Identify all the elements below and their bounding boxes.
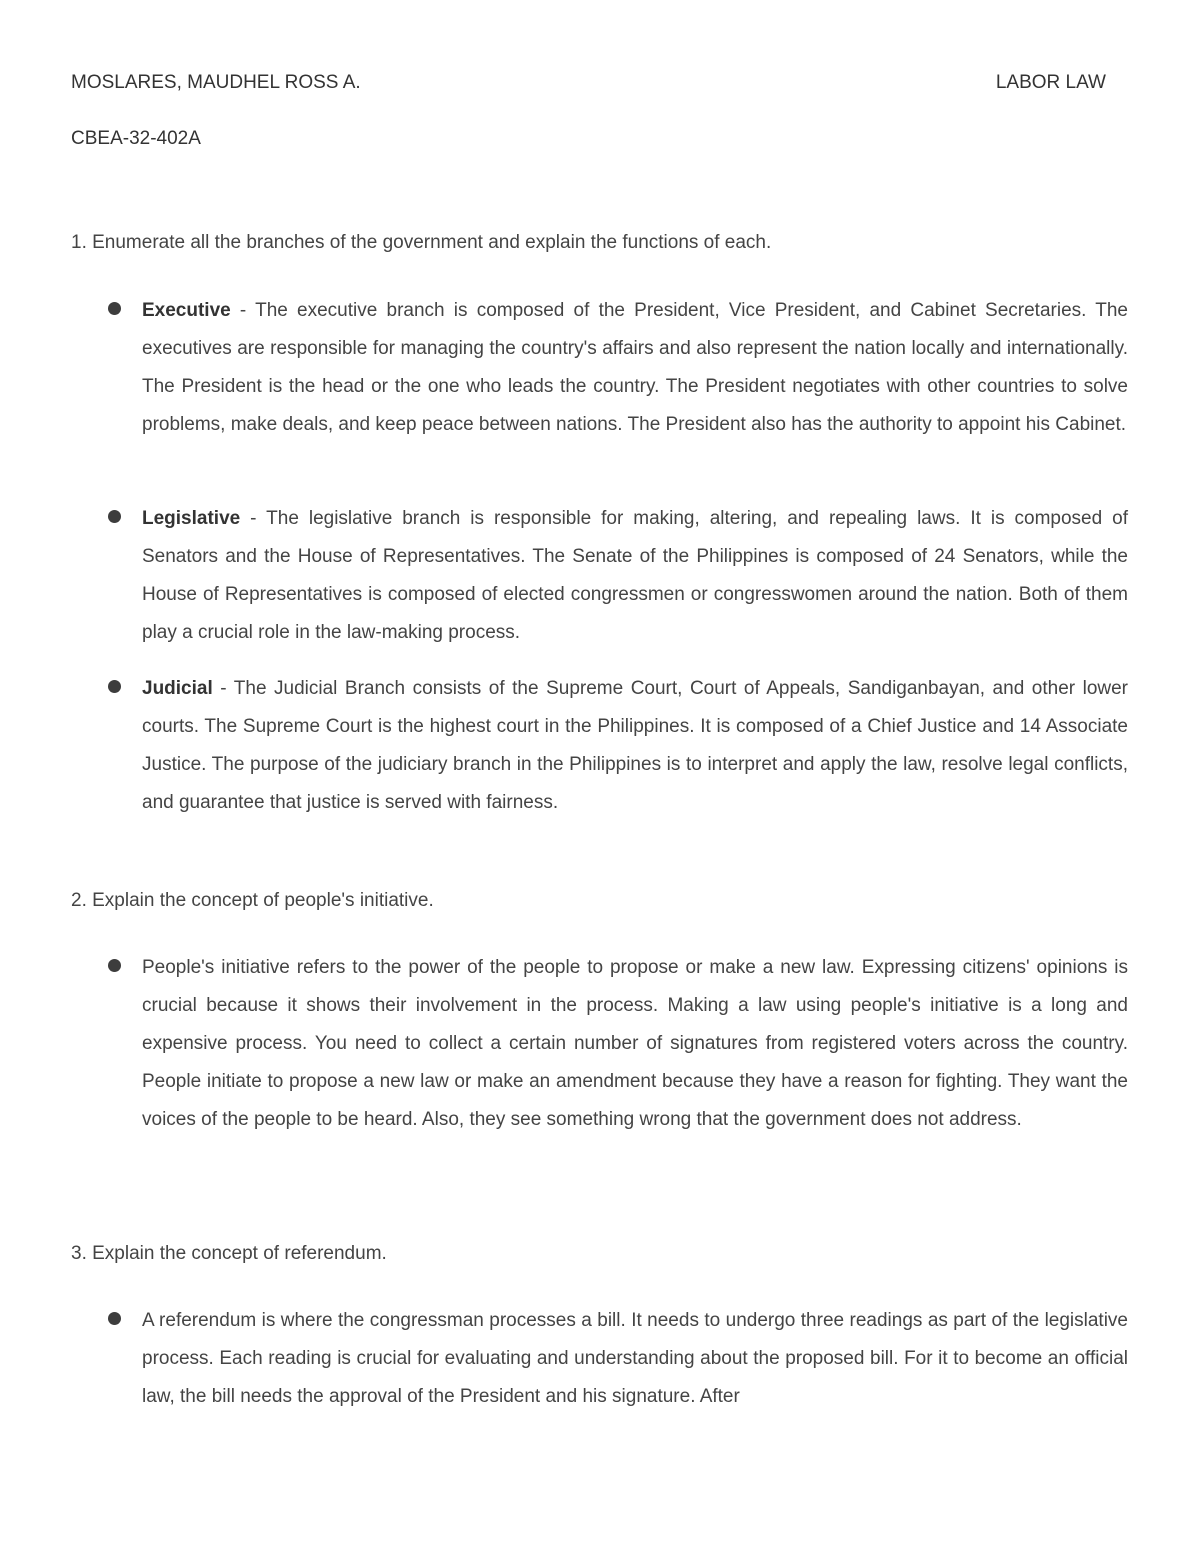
definition-peoples-initiative: People's initiative refers to the power of the people to propose or make a new law. Expressing citizens' opinions is crucial because it shows their involvement in the process. Making a law using people's initiative is a long and expensive process. You need to collect a certain number of signatures from registered voters across the country. People initiate to propose a new law or make an amendment because they have a reason for fighting. They want the voices of the people to be heard. Also, they see something wrong that the government does not address.	[142, 957, 1128, 1130]
bullet-dot-icon	[108, 302, 121, 315]
bullet-referendum	[108, 1302, 1128, 1416]
bullet-judicial	[108, 670, 1128, 822]
bullet-text	[142, 1302, 1128, 1416]
subject-title: LABOR LAW	[995, 72, 1106, 93]
definition-executive: The executive branch is composed of the President, Vice President, and Cabinet Secretaries. The executives are responsible for managing the country's affairs and also represent the nation locally and internationally. The President is the head or the one who leads the country. The President negotiates with other countries to solve problems, make deals, and keep peace between nations. The President also has the authority to appoint his Cabinet.	[142, 300, 1128, 435]
bullet-text: Legislative - The legislative branch is responsible for making, altering, and repealing laws. It is composed of Senators and the House of Representatives. The Senate of the Philippines is composed of 24 Senators, while the House of Representatives is composed of elected congressmen or congresswomen around the nation. Both of them play a crucial role in the law-making process.	[142, 508, 1128, 643]
term-legislative: Legislative	[142, 508, 241, 529]
definition-judicial: The Judicial Branch consists of the Supreme Court, Court of Appeals, Sandiganbayan, and other lower courts. The Supreme Court is the highest court in the Philippines. It is composed of a Chief Justice and 14 Associate Justice. The purpose of the judiciary branch in the Philippines is to interpret and apply the law, resolve legal conflicts, and guarantee that justice is served with fairness.	[142, 678, 1129, 813]
question-2-prompt: 2. Explain the concept of people's initiative.	[71, 890, 434, 911]
bullet-text: Executive - The executive branch is composed of the President, Vice President, and Cabinet Secretaries. The executives are responsible for managing the country's affairs and also represent the nation locally and internationally. The President is the head or the one who leads the country. The President negotiates with other countries to solve problems, make deals, and keep peace between nations. The President also has the authority to appoint his Cabinet.	[142, 300, 1128, 435]
bullet-dot-icon	[108, 1312, 121, 1325]
bullet-legislative	[108, 500, 1128, 652]
bullet-dot-icon	[108, 959, 121, 972]
bullet-peoples-initiative	[108, 949, 1128, 1139]
bullet-text	[142, 949, 1128, 1139]
bullet-text: Judicial - The Judicial Branch consists of the Supreme Court, Court of Appeals, Sandiganbayan, and other lower courts. The Supreme Court is the highest court in the Philippines. It is composed of a Chief Justice and 14 Associate Justice. The purpose of the judiciary branch in the Philippines is to interpret and apply the law, resolve legal conflicts, and guarantee that justice is served with fairness.	[142, 678, 1129, 813]
bullet-dot-icon	[108, 680, 121, 693]
section-code: CBEA-32-402A	[71, 128, 201, 149]
student-name: MOSLARES, MAUDHEL ROSS A.	[71, 72, 361, 93]
bullet-executive	[108, 292, 1128, 444]
document-header	[71, 72, 1106, 94]
question-3-prompt: 3. Explain the concept of referendum.	[71, 1243, 387, 1264]
term-executive: Executive	[142, 300, 231, 321]
definition-referendum: A referendum is where the congressman processes a bill. It needs to undergo three readings as part of the legislative process. Each reading is crucial for evaluating and understanding about the proposed bill. For it to become an official law, the bill needs the approval of the President and his signature. After	[142, 1310, 1128, 1407]
bullet-dot-icon	[108, 510, 121, 523]
question-1-prompt: 1. Enumerate all the branches of the government and explain the functions of each.	[71, 232, 772, 253]
definition-legislative: The legislative branch is responsible for making, altering, and repealing laws. It is composed of Senators and the House of Representatives. The Senate of the Philippines is composed of 24 Senators, while the House of Representatives is composed of elected congressmen or congresswomen around the nation. Both of them play a crucial role in the law-making process.	[142, 508, 1128, 643]
term-judicial: Judicial	[142, 678, 213, 699]
